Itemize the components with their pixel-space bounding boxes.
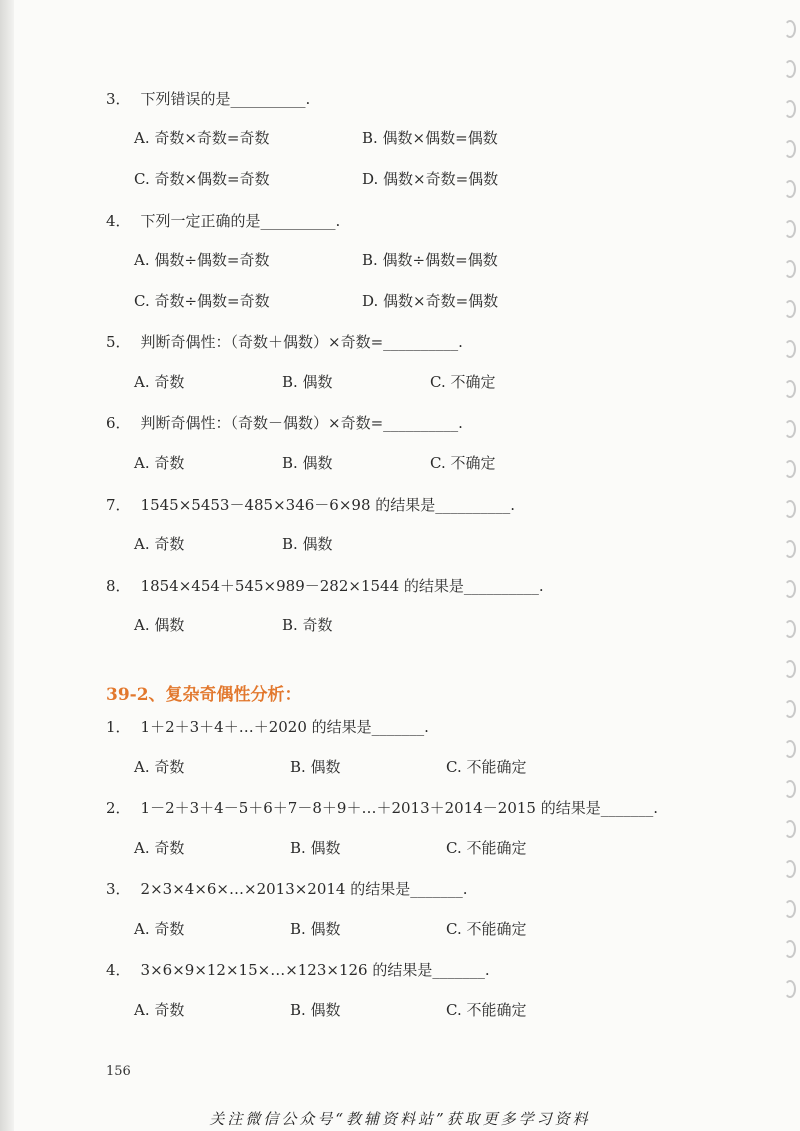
s4-option-c: C. 不能确定 bbox=[446, 1001, 527, 1019]
question-text: 1854×454＋545×989－282×1544 的结果是__________. bbox=[140, 577, 544, 595]
q4-option-c: C. 奇数÷偶数=奇数 bbox=[134, 292, 270, 310]
question-6 bbox=[106, 412, 463, 433]
question-number: 6． bbox=[106, 414, 131, 432]
question-5 bbox=[106, 331, 463, 352]
q5-option-a: A. 奇数 bbox=[134, 373, 185, 391]
q6-option-c: C. 不确定 bbox=[430, 454, 496, 472]
s1-option-b: B. 偶数 bbox=[290, 758, 341, 776]
question-number: 4． bbox=[106, 961, 131, 979]
question-text: 1－2＋3＋4－5＋6＋7－8＋9＋…＋2013＋2014－2015 的结果是_______. bbox=[140, 799, 658, 817]
q8-option-b: B. 奇数 bbox=[282, 616, 333, 634]
question-text: 3×6×9×12×15×…×123×126 的结果是_______. bbox=[140, 961, 490, 979]
question-text: 判断奇偶性：（奇数＋偶数）×奇数=__________. bbox=[140, 333, 463, 351]
question-8 bbox=[106, 575, 544, 596]
s3-option-c: C. 不能确定 bbox=[446, 920, 527, 938]
question-number: 4． bbox=[106, 212, 131, 230]
page-number: 156 bbox=[106, 1064, 131, 1079]
section-question-4 bbox=[106, 959, 490, 980]
s3-option-a: A. 奇数 bbox=[134, 920, 185, 938]
s2-option-b: B. 偶数 bbox=[290, 839, 341, 857]
s3-option-b: B. 偶数 bbox=[290, 920, 341, 938]
question-number: 7． bbox=[106, 496, 131, 514]
question-number: 1． bbox=[106, 718, 131, 736]
question-number: 5． bbox=[106, 333, 131, 351]
question-3 bbox=[106, 88, 310, 109]
question-text: 1＋2＋3＋4＋…＋2020 的结果是_______. bbox=[140, 718, 429, 736]
q3-option-c: C. 奇数×偶数=奇数 bbox=[134, 170, 270, 188]
q8-option-a: A. 偶数 bbox=[134, 616, 185, 634]
q6-option-b: B. 偶数 bbox=[282, 454, 333, 472]
section-question-3 bbox=[106, 878, 468, 899]
footer-note: 关注微信公众号“教辅资料站”获取更多学习资料 bbox=[209, 1110, 591, 1128]
q3-option-b: B. 偶数×偶数=偶数 bbox=[362, 129, 498, 147]
section-question-1 bbox=[106, 716, 429, 737]
question-text: 2×3×4×6×…×2013×2014 的结果是_______. bbox=[140, 880, 468, 898]
question-number: 8． bbox=[106, 577, 131, 595]
q4-option-d: D. 偶数×奇数=偶数 bbox=[362, 292, 499, 310]
s1-option-c: C. 不能确定 bbox=[446, 758, 527, 776]
q3-option-d: D. 偶数×奇数=偶数 bbox=[362, 170, 499, 188]
section-question-2 bbox=[106, 797, 658, 818]
question-text: 判断奇偶性：（奇数－偶数）×奇数=__________. bbox=[140, 414, 463, 432]
question-text: 下列错误的是__________. bbox=[140, 90, 311, 108]
q7-option-a: A. 奇数 bbox=[134, 535, 185, 553]
s4-option-a: A. 奇数 bbox=[134, 1001, 185, 1019]
question-4 bbox=[106, 210, 340, 231]
q7-option-b: B. 偶数 bbox=[282, 535, 333, 553]
question-number: 3． bbox=[106, 880, 131, 898]
q3-option-a: A. 奇数×奇数=奇数 bbox=[134, 129, 270, 147]
s2-option-c: C. 不能确定 bbox=[446, 839, 527, 857]
question-text: 下列一定正确的是__________. bbox=[140, 212, 341, 230]
q4-option-a: A. 偶数÷偶数=奇数 bbox=[134, 251, 270, 269]
q5-option-c: C. 不确定 bbox=[430, 373, 496, 391]
q5-option-b: B. 偶数 bbox=[282, 373, 333, 391]
s1-option-a: A. 奇数 bbox=[134, 758, 185, 776]
question-text: 1545×5453－485×346－6×98 的结果是__________. bbox=[140, 496, 516, 514]
q6-option-a: A. 奇数 bbox=[134, 454, 185, 472]
s4-option-b: B. 偶数 bbox=[290, 1001, 341, 1019]
q4-option-b: B. 偶数÷偶数=偶数 bbox=[362, 251, 498, 269]
question-number: 3． bbox=[106, 90, 131, 108]
question-7 bbox=[106, 494, 515, 515]
s2-option-a: A. 奇数 bbox=[134, 839, 185, 857]
question-number: 2． bbox=[106, 799, 131, 817]
section-title: 39-2、复杂奇偶性分析： bbox=[106, 685, 302, 705]
